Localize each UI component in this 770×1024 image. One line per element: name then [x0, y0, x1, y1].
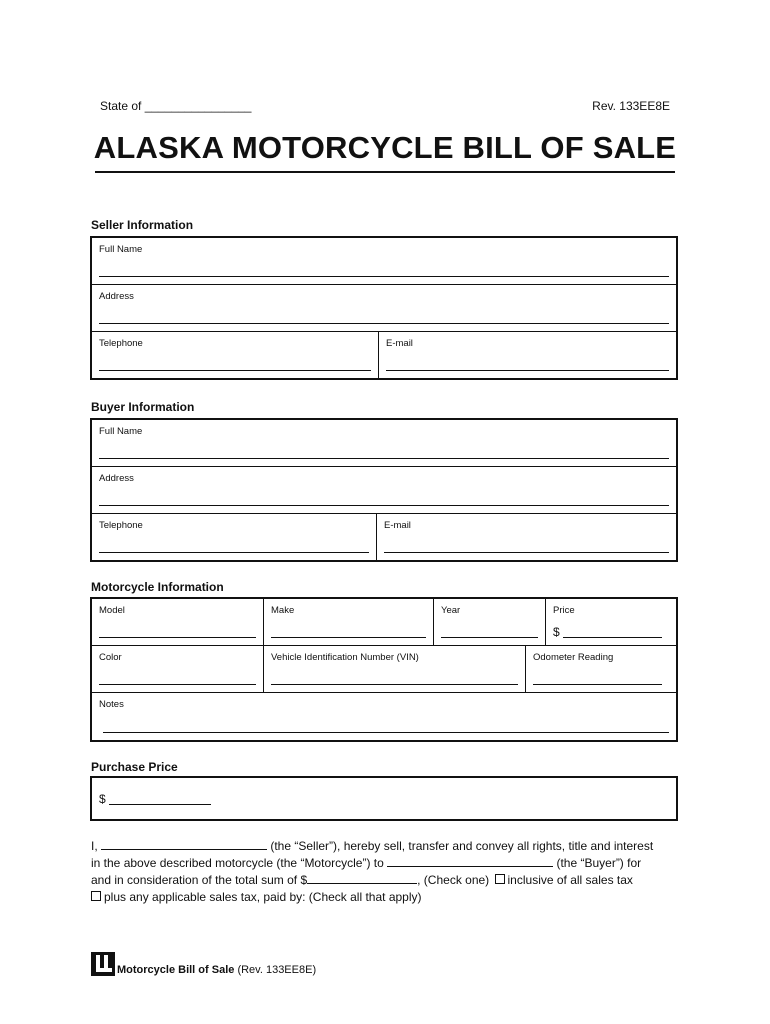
color-label: Color [99, 652, 122, 663]
terms-paragraph [91, 838, 691, 906]
plus-tax-label: plus any applicable sales tax, paid by: (Check all that apply) [104, 890, 422, 904]
page-title: ALASKA MOTORCYCLE BILL OF SALE [93, 130, 677, 165]
terms-line1-end: (the “Seller”), hereby sell, transfer and convey all rights, title and interest [267, 839, 654, 853]
footer-doc-name: Motorcycle Bill of Sale [117, 964, 235, 976]
model-field[interactable] [99, 637, 256, 638]
seller-address-row [92, 285, 676, 332]
year-field[interactable] [441, 637, 538, 638]
price-currency: $ [553, 625, 560, 639]
terms-line2-end: (the “Buyer”) for [553, 856, 642, 870]
purchase-price-currency: $ [99, 792, 106, 806]
model-cell [92, 599, 264, 645]
buyer-address-row [92, 467, 676, 514]
year-cell [434, 599, 546, 645]
year-label: Year [441, 605, 461, 616]
price-field[interactable] [563, 637, 662, 638]
terms-line3-end: , (Check one) [417, 873, 490, 887]
buyer-box [90, 418, 678, 562]
motorcycle-box [90, 597, 678, 742]
terms-line1-start: I, [91, 839, 102, 853]
notes-row [92, 693, 676, 740]
purchase-price-heading: Purchase Price [91, 760, 178, 774]
buyer-telephone-cell [92, 514, 377, 560]
seller-telephone-label: Telephone [99, 338, 143, 349]
buyer-telephone-label: Telephone [99, 520, 143, 531]
seller-email-field[interactable] [386, 370, 669, 371]
color-cell [92, 646, 264, 692]
seller-box [90, 236, 678, 380]
price-cell [546, 599, 676, 645]
brand-logo-icon [91, 952, 115, 976]
buyer-address-label: Address [99, 473, 134, 484]
buyer-heading: Buyer Information [91, 400, 195, 414]
buyer-full-name-label: Full Name [99, 426, 143, 437]
total-sum-blank[interactable] [307, 872, 417, 884]
seller-heading: Seller Information [91, 218, 194, 232]
terms-line-2 [91, 855, 691, 872]
odometer-label: Odometer Reading [533, 652, 614, 663]
notes-label: Notes [99, 699, 124, 710]
buyer-full-name-row [92, 420, 676, 467]
buyer-contact-row [92, 514, 676, 560]
make-field[interactable] [271, 637, 426, 638]
buyer-email-field[interactable] [384, 552, 669, 553]
purchase-price-field[interactable] [109, 804, 211, 805]
seller-name-blank[interactable] [101, 838, 267, 850]
seller-telephone-cell [92, 332, 379, 378]
seller-email-cell [379, 332, 676, 378]
seller-full-name-label: Full Name [99, 244, 143, 255]
notes-field[interactable] [103, 732, 669, 733]
seller-full-name-row [92, 238, 676, 285]
title-underline [95, 171, 675, 173]
vin-field[interactable] [271, 684, 518, 685]
motorcycle-row-1 [92, 599, 676, 646]
vin-cell [264, 646, 526, 692]
odometer-cell [526, 646, 676, 692]
odometer-field[interactable] [533, 684, 662, 685]
seller-contact-row [92, 332, 676, 378]
model-label: Model [99, 605, 125, 616]
terms-line-3 [91, 872, 691, 889]
buyer-name-blank[interactable] [387, 855, 553, 867]
color-field[interactable] [99, 684, 256, 685]
buyer-address-field[interactable] [99, 505, 669, 506]
seller-address-label: Address [99, 291, 134, 302]
terms-line2-start: in the above described motorcycle (the “Motorcycle”) to [91, 856, 388, 870]
motorcycle-heading: Motorcycle Information [91, 580, 224, 594]
price-label: Price [553, 605, 575, 616]
inclusive-tax-checkbox[interactable] [495, 874, 505, 884]
footer-revision: (Rev. 133EE8E) [237, 964, 317, 976]
plus-tax-checkbox[interactable] [91, 891, 101, 901]
buyer-email-label: E-mail [384, 520, 411, 531]
seller-telephone-field[interactable] [99, 370, 371, 371]
vin-label: Vehicle Identification Number (VIN) [271, 652, 419, 663]
buyer-email-cell [377, 514, 676, 560]
revision-label: Rev. 133EE8E [592, 99, 670, 113]
state-field[interactable]: State of ________________ [100, 99, 252, 113]
inclusive-tax-label: inclusive of all sales tax [507, 873, 633, 887]
make-cell [264, 599, 434, 645]
seller-address-field[interactable] [99, 323, 669, 324]
seller-full-name-field[interactable] [99, 276, 669, 277]
seller-email-label: E-mail [386, 338, 413, 349]
buyer-telephone-field[interactable] [99, 552, 369, 553]
motorcycle-row-2 [92, 646, 676, 693]
terms-line-4 [91, 889, 691, 906]
footer-text [117, 964, 316, 976]
buyer-full-name-field[interactable] [99, 458, 669, 459]
terms-line-1 [91, 838, 691, 855]
make-label: Make [271, 605, 295, 616]
terms-line3-start: and in consideration of the total sum of $ [91, 873, 308, 887]
purchase-price-box [90, 776, 678, 821]
